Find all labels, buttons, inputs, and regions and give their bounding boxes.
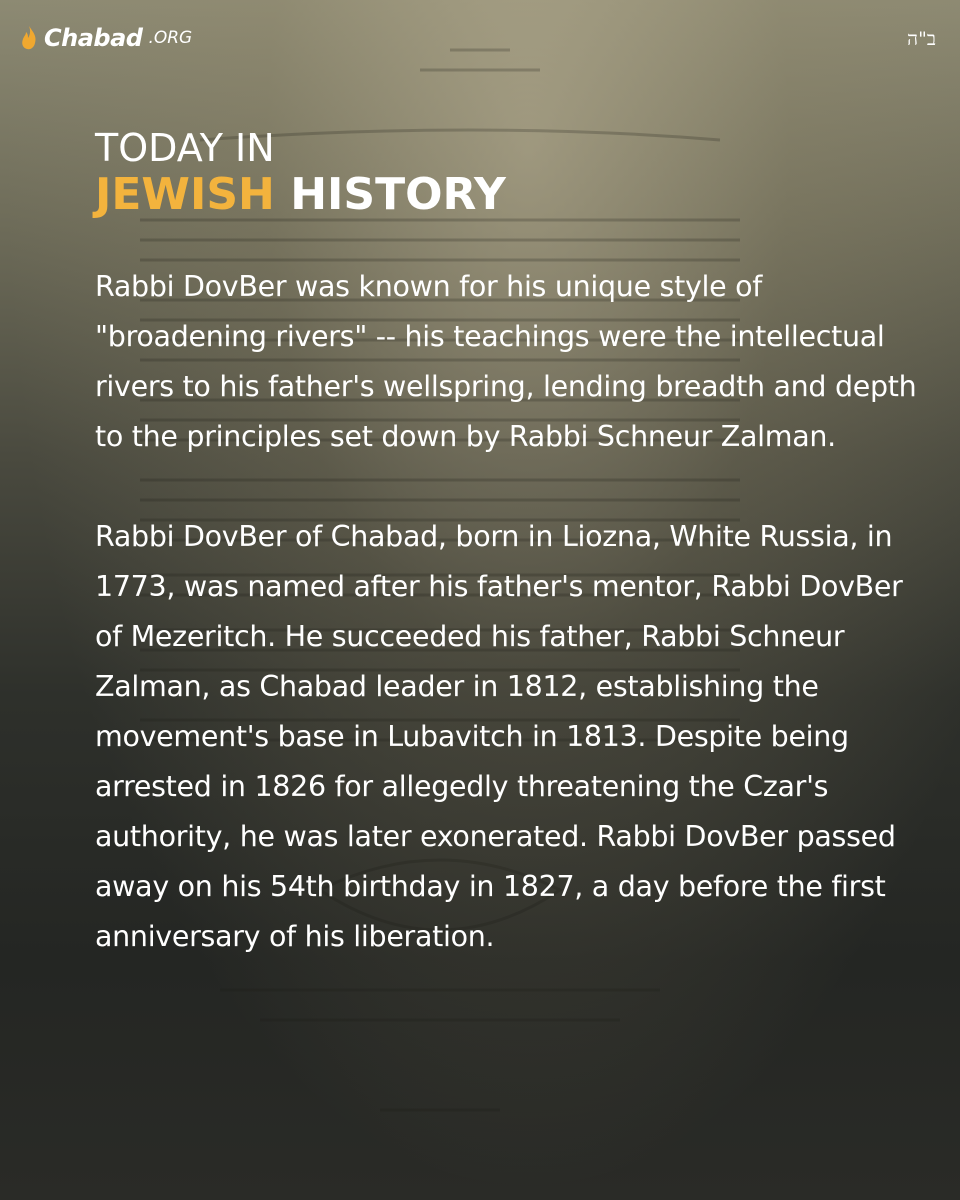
- paragraph-summary: Rabbi DovBer was known for his unique style of "broadening rivers" -- his teachings were the intellectual rivers to his father's wellspring, lending breadth and depth to the principles set down by Rabbi Schneur Zalman.: [95, 270, 917, 453]
- paragraph-biography: Rabbi DovBer of Chabad, born in Liozna, White Russia, in 1773, was named after his father's mentor, Rabbi DovBer of Mezeritch. He succeeded his father, Rabbi Schneur Zalman, as Chabad leader in 1812, establishing the movement's base in Lubavitch in 1813. Despite being arrested in 1826 for allegedly threatening the Czar's authority, he was later exonerated. Rabbi DovBer passed away on his 54th birthday in 1827, a day before the first anniversary of his liberation.: [95, 520, 903, 953]
- brand-name: Chabad: [44, 24, 143, 52]
- blessing-mark: ב"ה: [907, 28, 936, 50]
- card-title: [95, 128, 506, 222]
- article-body: [95, 262, 925, 962]
- title-line-1: TODAY IN: [95, 126, 275, 170]
- title-plain-word: HISTORY: [290, 169, 506, 220]
- flame-icon: [20, 25, 38, 51]
- title-highlight-word: JEWISH: [95, 169, 275, 220]
- title-line-2: [95, 168, 506, 222]
- brand-suffix: .ORG: [148, 28, 193, 48]
- chabad-logo[interactable]: [20, 24, 192, 52]
